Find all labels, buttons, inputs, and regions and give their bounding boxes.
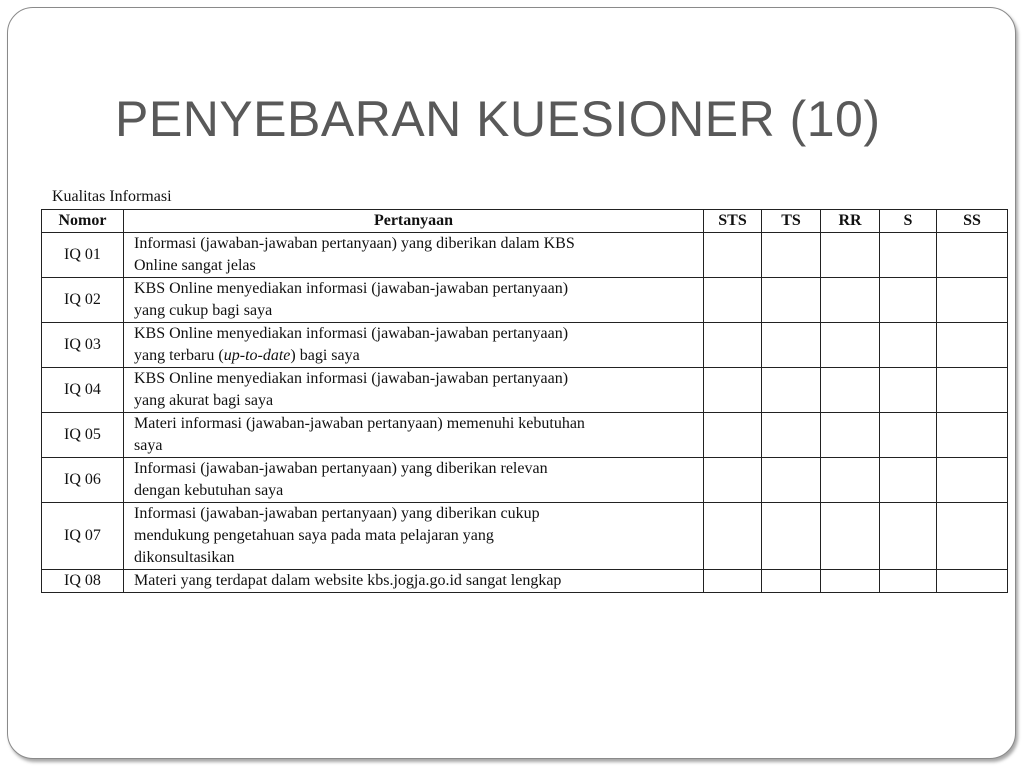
table-row: [42, 458, 1008, 503]
question-line: mendukung pengetahuan saya pada mata pelajaran yang: [134, 527, 494, 544]
answer-cell: [880, 233, 937, 278]
answer-cell: [937, 278, 1008, 323]
questionnaire-table: [41, 209, 1008, 593]
header-ss: SS: [937, 210, 1008, 233]
answer-cell: [937, 570, 1008, 593]
answer-cell: [704, 278, 762, 323]
header-rr: RR: [821, 210, 880, 233]
answer-cell: [704, 503, 762, 570]
answer-cell: [821, 233, 880, 278]
answer-cell: [704, 413, 762, 458]
row-question: [124, 570, 704, 593]
header-ts: TS: [762, 210, 821, 233]
row-number: IQ 02: [42, 278, 124, 323]
answer-cell: [880, 323, 937, 368]
answer-cell: [880, 278, 937, 323]
row-number: IQ 05: [42, 413, 124, 458]
row-question: [124, 278, 704, 323]
answer-cell: [880, 413, 937, 458]
question-line-emphasis: up-to-date: [223, 347, 291, 364]
answer-cell: [704, 570, 762, 593]
answer-cell: [821, 323, 880, 368]
table-row: [42, 368, 1008, 413]
question-line: Informasi (jawaban-jawaban pertanyaan) yang diberikan relevan: [134, 460, 548, 477]
row-question: [124, 503, 704, 570]
answer-cell: [762, 458, 821, 503]
question-line: KBS Online menyediakan informasi (jawaban-jawaban pertanyaan): [134, 370, 569, 387]
table-header-row: [42, 210, 1008, 233]
answer-cell: [937, 503, 1008, 570]
header-pertanyaan: Pertanyaan: [124, 210, 704, 233]
question-line: yang cukup bagi saya: [134, 302, 273, 319]
question-line: saya: [134, 437, 163, 454]
row-number: IQ 06: [42, 458, 124, 503]
answer-cell: [762, 323, 821, 368]
table-row: [42, 503, 1008, 570]
answer-cell: [762, 368, 821, 413]
answer-cell: [937, 323, 1008, 368]
answer-cell: [880, 458, 937, 503]
answer-cell: [704, 233, 762, 278]
answer-cell: [704, 458, 762, 503]
question-line: Informasi (jawaban-jawaban pertanyaan) yang diberikan cukup: [134, 505, 540, 522]
answer-cell: [880, 570, 937, 593]
answer-cell: [704, 368, 762, 413]
answer-cell: [821, 570, 880, 593]
answer-cell: [937, 413, 1008, 458]
answer-cell: [937, 233, 1008, 278]
question-line: Online sangat jelas: [134, 257, 256, 274]
row-question: [124, 458, 704, 503]
answer-cell: [821, 413, 880, 458]
question-line: Materi yang terdapat dalam website kbs.jogja.go.id sangat lengkap: [134, 572, 562, 589]
question-line: Materi informasi (jawaban-jawaban pertanyaan) memenuhi kebutuhan: [134, 415, 585, 432]
question-line: yang akurat bagi saya: [134, 392, 274, 409]
table-row: [42, 413, 1008, 458]
row-question: [124, 323, 704, 368]
row-number: IQ 04: [42, 368, 124, 413]
answer-cell: [704, 323, 762, 368]
answer-cell: [821, 278, 880, 323]
answer-cell: [762, 570, 821, 593]
answer-cell: [937, 368, 1008, 413]
answer-cell: [821, 503, 880, 570]
slide-title: PENYEBARAN KUESIONER (10): [115, 91, 881, 147]
question-line-post: ) bagi saya: [290, 347, 360, 364]
question-line: dikonsultasikan: [134, 549, 235, 566]
row-question: [124, 368, 704, 413]
answer-cell: [821, 458, 880, 503]
row-number: IQ 03: [42, 323, 124, 368]
row-question: [124, 233, 704, 278]
table-row: [42, 323, 1008, 368]
question-line: dengan kebutuhan saya: [134, 482, 284, 499]
answer-cell: [762, 413, 821, 458]
header-sts: STS: [704, 210, 762, 233]
row-number: IQ 07: [42, 503, 124, 570]
header-s: S: [880, 210, 937, 233]
table-row: [42, 233, 1008, 278]
slide: [7, 7, 1016, 759]
question-line: Informasi (jawaban-jawaban pertanyaan) yang diberikan dalam KBS: [134, 235, 575, 252]
question-line: KBS Online menyediakan informasi (jawaban-jawaban pertanyaan): [134, 325, 569, 342]
answer-cell: [762, 278, 821, 323]
row-number: IQ 01: [42, 233, 124, 278]
row-number: IQ 08: [42, 570, 124, 593]
section-label: Kualitas Informasi: [52, 188, 172, 205]
question-line-pre: yang terbaru (: [134, 347, 224, 364]
questionnaire-image: [8, 176, 1015, 621]
answer-cell: [821, 368, 880, 413]
answer-cell: [880, 503, 937, 570]
answer-cell: [762, 233, 821, 278]
answer-cell: [937, 458, 1008, 503]
answer-cell: [762, 503, 821, 570]
table-row: [42, 570, 1008, 593]
header-nomor: Nomor: [42, 210, 124, 233]
answer-cell: [880, 368, 937, 413]
row-question: [124, 413, 704, 458]
question-line: KBS Online menyediakan informasi (jawaban-jawaban pertanyaan): [134, 280, 569, 297]
table-row: [42, 278, 1008, 323]
